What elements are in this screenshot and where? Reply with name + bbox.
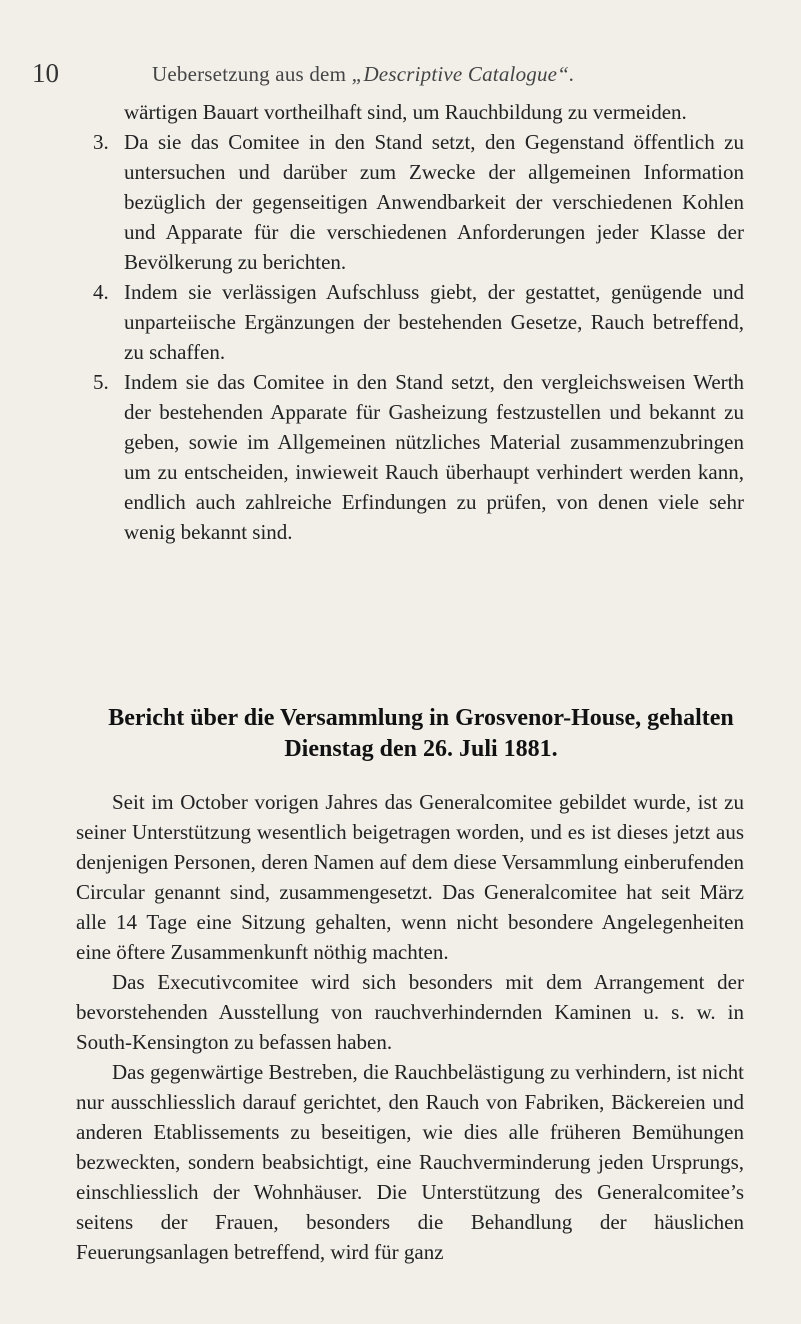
paragraph: Das Executivcomitee wird sich besonders mit dem Arrangement der bevorstehenden Ausstellung von rauchverhindernden Kaminen u. s. w. in South-Kensington zu befassen haben. (76, 970, 744, 1054)
list-item-text: Da sie das Comitee in den Stand setzt, den Gegenstand öffentlich zu untersuchen und darüber zum Zwecke der allgemeinen Information bezüglich der gegenseitigen Anwendbarkeit der verschiedenen Kohlen und Apparate für die verschiedenen Anforderungen jeder Klasse der Bevölkerung zu berichten. (124, 130, 744, 274)
section-heading-line1: Bericht über die Versammlung in Grosvenor-House, gehalten (108, 705, 734, 731)
list-item-number: 3. (93, 130, 109, 154)
running-title-text: Uebersetzung aus dem (152, 62, 352, 86)
running-title (152, 62, 575, 87)
section-heading (76, 703, 766, 765)
paragraph: Seit im October vorigen Jahres das Generalcomitee gebildet wurde, ist zu seiner Unterstützung wesentlich beigetragen worden, und es ist dieses jetzt aus denjenigen Personen, deren Namen auf dem diese Versammlung einberufenden Circular genannt sind, zusammengesetzt. Das Generalcomitee hat seit März alle 14 Tage eine Sitzung gehalten, wenn nicht besondere Angelegenheiten eine öftere Zusammenkunft nöthig machten. (76, 790, 744, 964)
paragraph: Das gegenwärtige Bestreben, die Rauchbelästigung zu verhindern, ist nicht nur ausschliesslich darauf gerichtet, den Rauch von Fabriken, Bäckereien und anderen Etablissements zu beseitigen, wie dies alle früheren Bemühungen bezweckten, sondern beabsichtigt, eine Rauchverminderung jeden Ursprungs, einschliesslich der Wohnhäuser. Die Unterstützung des Generalcomitee’s seitens der Frauen, besonders die Behandlung der häuslichen Feuerungsanlagen betreffend, wird für ganz (76, 1060, 744, 1264)
list-item-number: 5. (93, 370, 109, 394)
list-item-continuation (98, 97, 744, 127)
list-item (93, 277, 744, 367)
list-item-number: 4. (93, 280, 109, 304)
section-heading-line2: Dienstag den 26. Juli 1881. (284, 736, 558, 762)
list-item-text: Indem sie verlässigen Aufschluss giebt, der gestattet, genügende und unparteiische Ergänzungen der bestehenden Gesetze, Rauch betreffend, zu schaffen. (124, 280, 744, 364)
numbered-list (93, 97, 744, 547)
list-item (93, 367, 744, 547)
page-number: 10 (32, 58, 59, 88)
running-header (30, 58, 770, 98)
list-item-text: Indem sie das Comitee in den Stand setzt, den vergleichsweisen Werth der bestehenden Apparate für Gasheizung festzustellen und bekannt zu geben, sowie im Allgemeinen nützliches Material zusammenzubringen um zu entscheiden, inwieweit Rauch überhaupt verhindert werden kann, endlich auch zahlreiche Erfindungen zu prüfen, von denen viele sehr wenig bekannt sind. (124, 370, 744, 544)
list-continuation-text: wärtigen Bauart vortheilhaft sind, um Rauchbildung zu vermeiden. (124, 100, 687, 124)
running-title-italic: „Descriptive Catalogue“. (351, 62, 575, 86)
section-body (76, 787, 744, 1267)
list-item (93, 127, 744, 277)
